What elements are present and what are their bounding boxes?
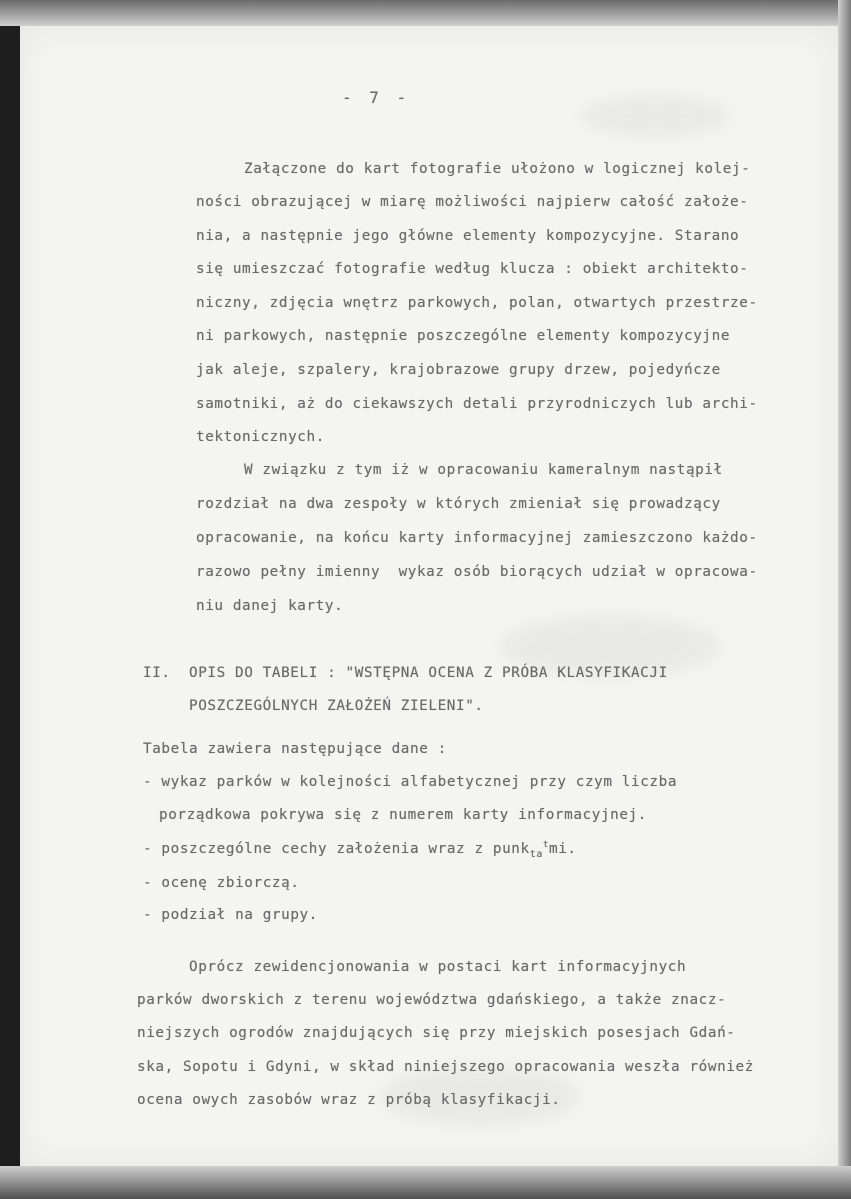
para3-line-4: ska, Sopotu i Gdyni, w skład niniejszego opracowania weszła również xyxy=(137,1059,754,1075)
para3-line-3: niejszych ogrodów znajdujących się przy miejskich posesjach Gdań- xyxy=(137,1025,736,1041)
list-item-3: - ocenę zbiorczą. xyxy=(143,875,300,891)
para3-line-1: Oprócz zewidencjonowania w postaci kart informacyjnych xyxy=(189,959,687,975)
list-item-4: - podział na grupy. xyxy=(143,907,318,923)
list-item-1-continuation: porządkowa pokrywa się z numerem karty informacyjnej. xyxy=(159,807,647,823)
page-number: - 7 - xyxy=(342,88,411,107)
para1-line-6: ni parkowych, następnie poszczególne elementy kompozycyjne xyxy=(196,328,731,344)
scan-edge-right xyxy=(838,0,851,1199)
para2-line-1: W związku z tym iż w opracowaniu kameralnym nastąpił xyxy=(244,462,723,478)
para1-line-4: się umieszczać fotografie według klucza : obiekt architekto- xyxy=(196,261,749,277)
list-item-2-correction-sub: ta xyxy=(529,848,543,860)
para1-line-7: jak aleje, szpalery, krajobrazowe grupy drzew, pojedyńcze xyxy=(196,362,721,378)
para1-line-5: niczny, zdjęcia wnętrz parkowych, polan, otwartych przestrze- xyxy=(196,295,758,311)
para1-line-2: ności obrazującej w miarę możliwości najpierw całość założe- xyxy=(196,194,749,210)
para2-line-5: niu danej karty. xyxy=(196,598,344,614)
list-item-2 xyxy=(143,840,577,858)
para3-line-2: parków dworskich z terenu województwa gdańskiego, a także znacz- xyxy=(137,992,727,1008)
section-title-line-1: OPIS DO TABELI : "WSTĘPNA OCENA Z PRÓBA KLASYFIKACJI xyxy=(189,665,668,681)
list-item-2-text: - poszczególne cechy założenia wraz z punk xyxy=(143,841,530,857)
section-title-line-2: POSZCZEGÓLNYCH ZAŁOŻEŃ ZIELENI". xyxy=(189,698,484,714)
para3-line-5: ocena owych zasobów wraz z próbą klasyfikacji. xyxy=(137,1092,561,1108)
table-intro: Tabela zawiera następujące dane : xyxy=(143,741,447,757)
list-item-1: - wykaz parków w kolejności alfabetycznej przy czym liczba xyxy=(143,774,678,790)
para2-line-4: razowo pełny imienny wykaz osób biorących udział w opracowa- xyxy=(196,564,758,580)
section-number: II. xyxy=(143,665,171,681)
para2-line-3: opracowanie, na końcu karty informacyjnej zamieszczono każdo- xyxy=(196,530,758,546)
list-item-2-correction-sup: t xyxy=(542,840,549,851)
para2-line-2: rozdział na dwa zespoły w których zmieniał się prowadzący xyxy=(196,496,721,512)
list-item-2-end: mi. xyxy=(549,841,577,857)
scan-edge-top xyxy=(0,0,851,26)
scan-edge-bottom xyxy=(0,1166,851,1199)
para1-line-3: nia, a następnie jego główne elementy kompozycyjne. Starano xyxy=(196,228,740,244)
para1-line-1: Załączone do kart fotografie ułożono w logicznej kolej- xyxy=(244,161,751,177)
para1-line-8: samotniki, aż do ciekawszych detali przyrodniczych lub archi- xyxy=(196,396,758,412)
para1-line-9: tektonicznych. xyxy=(196,429,325,445)
scan-smudge xyxy=(580,96,730,136)
